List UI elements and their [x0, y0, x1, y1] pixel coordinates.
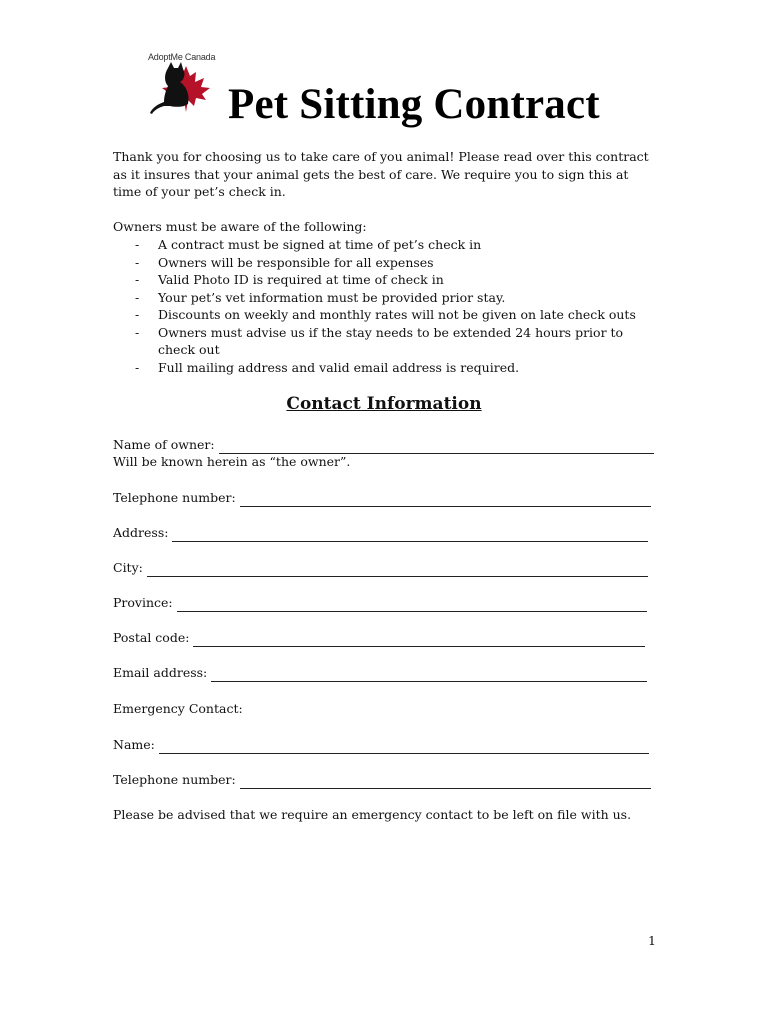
logo-text: AdoptMe Canada	[148, 52, 216, 62]
province-line[interactable]	[177, 599, 647, 612]
rule-text: Your pet’s vet information must be provided prior stay.	[158, 289, 506, 305]
intro-line: as it insures that your animal gets the best of care. We require you to sign this at	[113, 166, 629, 182]
rule-text: Owners will be responsible for all expenses	[158, 254, 434, 270]
dash-bullet: -	[135, 307, 140, 322]
aware-label: Owners must be aware of the following:	[113, 219, 367, 234]
address-label: Address:	[113, 525, 169, 540]
emergency-contact-heading: Emergency Contact:	[113, 701, 243, 716]
rule-item	[113, 254, 673, 272]
rule-text: A contract must be signed at time of pet’s check in	[158, 237, 482, 252]
telephone-field[interactable]	[113, 489, 651, 507]
page-title: Pet Sitting Contract	[228, 81, 600, 128]
emergency-telephone-line[interactable]	[240, 776, 651, 789]
rule-item	[113, 236, 673, 254]
rule-text: Full mailing address and valid email address is required.	[158, 359, 520, 375]
owner-note: Will be known herein as “the owner”.	[113, 454, 351, 469]
postal-code-field[interactable]	[113, 629, 645, 647]
closing-note: Please be advised that we require an emergency contact to be left on file with us.	[113, 807, 632, 822]
owner-name-line[interactable]	[219, 441, 654, 454]
intro-line: time of your pet’s check in.	[113, 184, 286, 199]
telephone-label: Telephone number:	[113, 490, 236, 505]
rule-item	[113, 359, 673, 377]
page-number: 1	[648, 933, 656, 948]
owner-name-label: Name of owner:	[113, 437, 215, 452]
dash-bullet: -	[135, 289, 140, 305]
adoptme-logo	[146, 52, 226, 116]
address-field[interactable]	[113, 524, 648, 542]
emergency-telephone-field[interactable]	[113, 771, 651, 789]
contact-section-title: Contact Information	[286, 394, 482, 414]
rule-item	[113, 306, 673, 324]
rule-text: Discounts on weekly and monthly rates will not be given on late check outs	[158, 307, 636, 322]
rule-item	[113, 289, 673, 307]
rules-list	[113, 236, 673, 376]
email-label: Email address:	[113, 665, 208, 680]
rule-item	[113, 271, 673, 289]
email-line[interactable]	[211, 669, 647, 682]
emergency-name-label: Name:	[113, 737, 155, 752]
owner-name-field[interactable]	[113, 436, 654, 454]
dash-bullet: -	[135, 359, 140, 375]
city-label: City:	[113, 560, 143, 575]
address-line[interactable]	[172, 529, 648, 542]
emergency-telephone-label: Telephone number:	[113, 772, 236, 787]
dash-bullet: -	[135, 324, 140, 340]
postal-code-label: Postal code:	[113, 630, 190, 645]
rule-text: Owners must advise us if the stay needs to be extended 24 hours prior to check out	[158, 324, 624, 357]
dash-bullet: -	[135, 272, 140, 287]
rule-item	[113, 324, 658, 359]
email-field[interactable]	[113, 664, 647, 682]
intro-line: Thank you for choosing us to take care of you animal! Please read over this contract	[113, 149, 649, 164]
intro-paragraph	[113, 148, 658, 201]
emergency-name-field[interactable]	[113, 736, 649, 754]
city-line[interactable]	[147, 564, 648, 577]
city-field[interactable]	[113, 559, 648, 577]
rule-text: Valid Photo ID is required at time of check in	[158, 272, 444, 287]
cat-on-maple-leaf-icon	[146, 60, 226, 116]
dash-bullet: -	[135, 237, 140, 252]
telephone-line[interactable]	[240, 494, 651, 507]
emergency-name-line[interactable]	[159, 741, 649, 754]
postal-code-line[interactable]	[193, 634, 645, 647]
province-label: Province:	[113, 595, 173, 610]
province-field[interactable]	[113, 594, 647, 612]
dash-bullet: -	[135, 254, 140, 270]
